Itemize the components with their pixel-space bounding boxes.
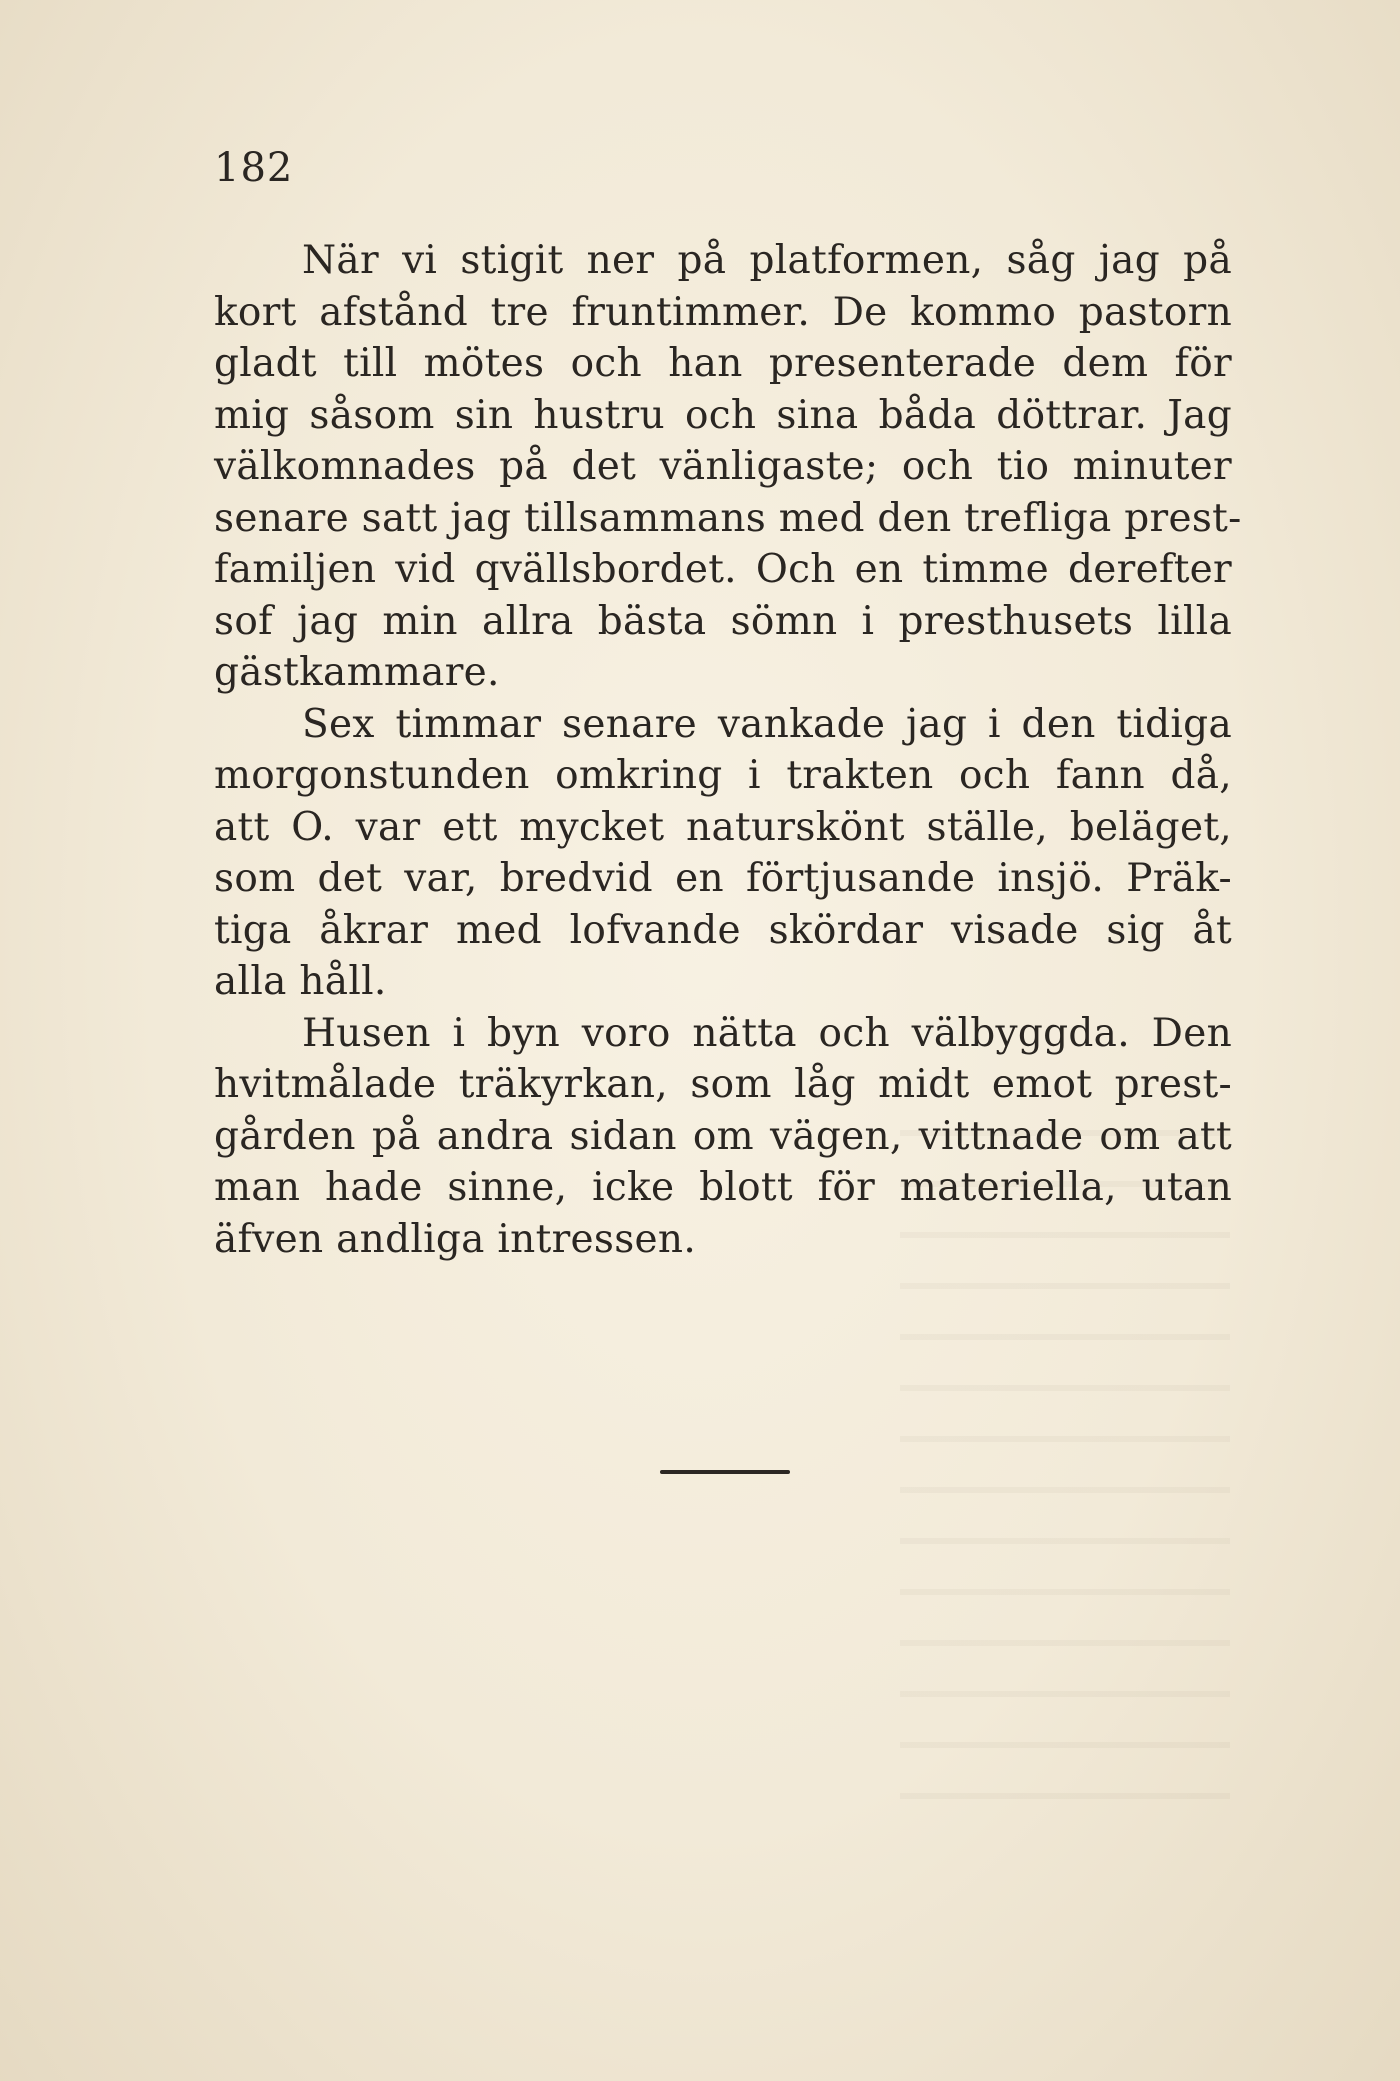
text-line: som det var, bredvid en förtjusande insjö. Präk- (214, 856, 1232, 901)
text-line: Sex timmar senare vankade jag i den tidiga (302, 701, 1232, 747)
text-line: äfven andliga intressen. (214, 1216, 697, 1262)
text-line: gården på andra sidan om vägen, vittnade om att (214, 1113, 1232, 1159)
text-line: morgonstunden omkring i trakten och fann då, (214, 753, 1232, 798)
text-line: mig såsom sin hustru och sina båda döttrar. Jag (214, 392, 1232, 438)
text-line: hvitmålade träkyrkan, som låg midt emot prest- (214, 1062, 1232, 1107)
text-line: tiga åkrar med lofvande skördar visade sig åt (214, 907, 1232, 953)
text-line: familjen vid qvällsbordet. Och en timme derefter (214, 547, 1232, 592)
section-divider (660, 1470, 790, 1474)
text-line: kort afstånd tre fruntimmer. De kommo pastorn (214, 289, 1232, 335)
body-text (214, 235, 1242, 1265)
text-line: gladt till mötes och han presenterade dem för (214, 341, 1232, 386)
text-line: gästkammare. (214, 650, 500, 695)
text-line: man hade sinne, icke blott för materiella, utan (214, 1165, 1232, 1210)
text-line: välkomnades på det vänligaste; och tio minuter (214, 444, 1232, 489)
page-number: 182 (214, 145, 294, 191)
text-line: När vi stigit ner på platformen, såg jag på (302, 238, 1232, 283)
text-line: Husen i byn voro nätta och välbyggda. Den (302, 1010, 1232, 1056)
text-line: senare satt jag tillsammans med den trefliga prest- (214, 495, 1242, 541)
text-line: sof jag min allra bästa sömn i presthusets lilla (214, 598, 1232, 644)
text-line: att O. var ett mycket naturskönt ställe, beläget, (214, 804, 1232, 850)
text-line: alla håll. (214, 959, 387, 1004)
